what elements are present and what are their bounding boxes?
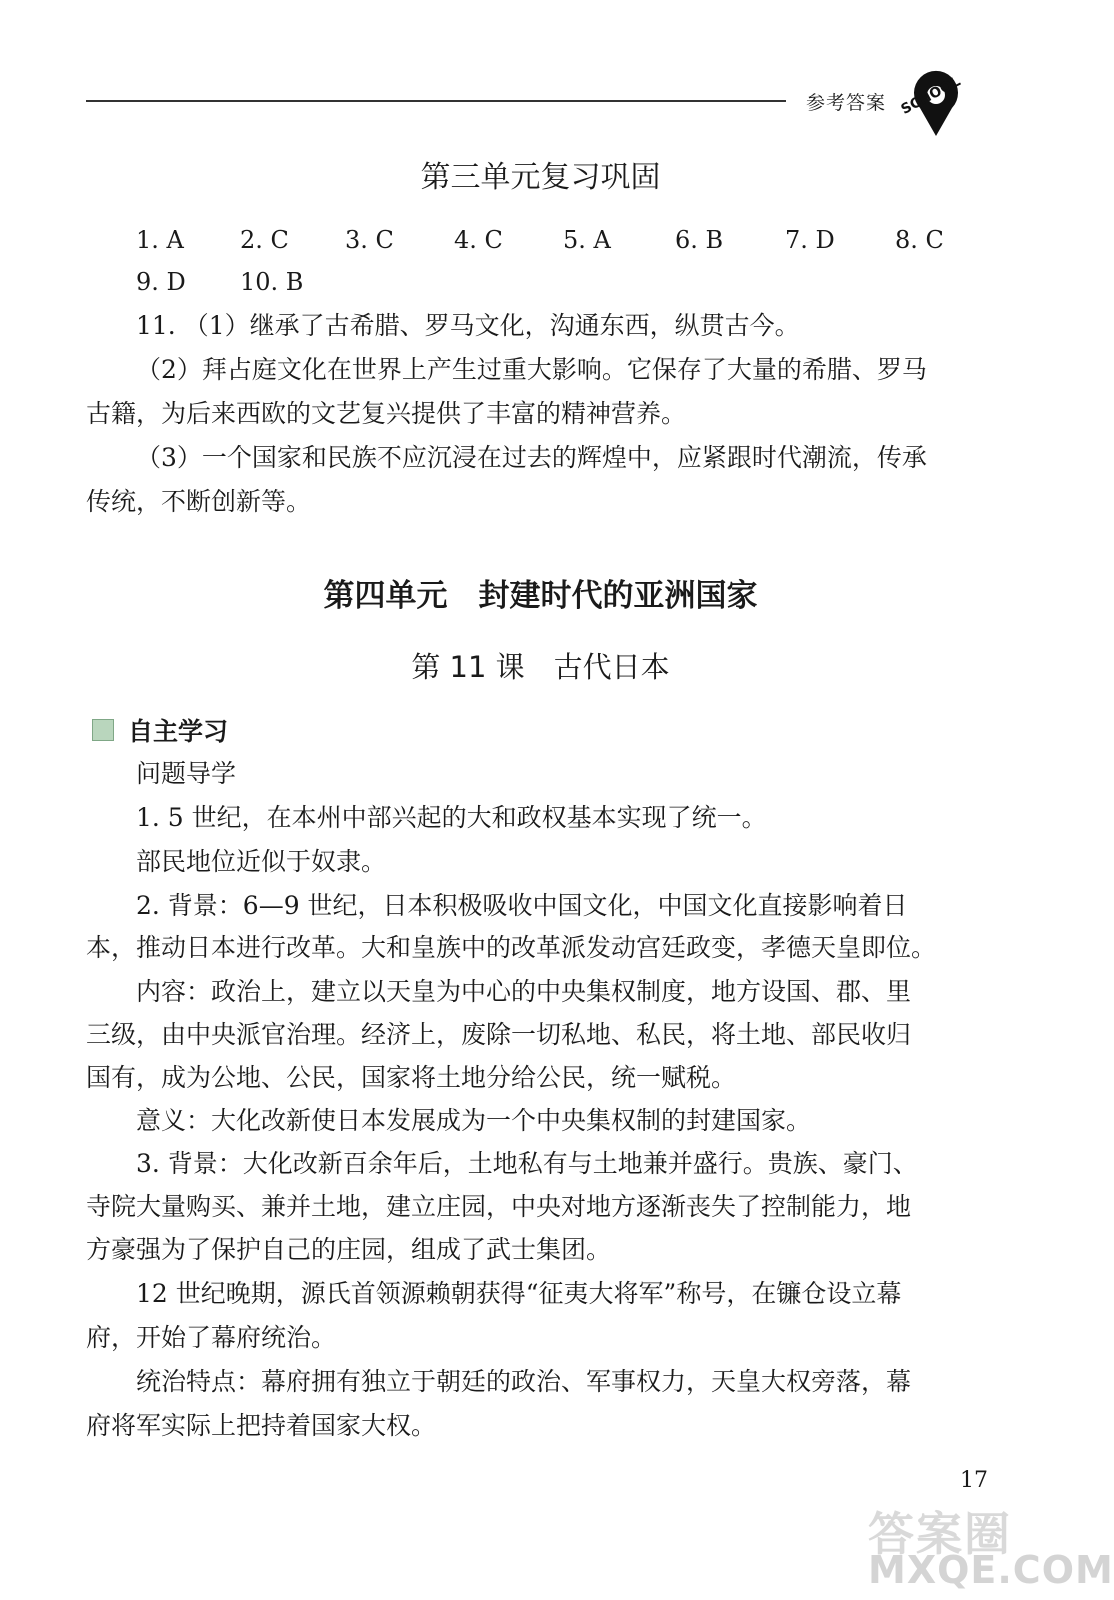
body-line: 内容：政治上，建立以天皇为中心的中央集权制度，地方设国、郡、里: [136, 977, 912, 1006]
answer-item: 7. D: [785, 226, 835, 254]
watermark-text-top: 答案圈: [868, 1507, 1012, 1561]
header-label: 参考答案: [806, 92, 887, 114]
q11-line: （3）一个国家和民族不应沉浸在过去的辉煌中，应紧跟时代潮流，传承: [136, 443, 927, 472]
answer-item: 5. A: [563, 226, 611, 254]
q11-line: 古籍，为后来西欧的文艺复兴提供了丰富的精神营养。: [86, 399, 687, 428]
body-line: 统治特点：幕府拥有独立于朝廷的政治、军事权力，天皇大权旁落，幕: [136, 1367, 912, 1396]
answer-item: 1. A: [136, 226, 184, 254]
lesson-title: 第 11 课 古代日本: [411, 650, 670, 684]
body-line: 方豪强为了保护自己的庄园，组成了武士集团。: [86, 1235, 612, 1264]
answer-item: 10. B: [240, 268, 304, 296]
unit4-title: 第四单元 封建时代的亚洲国家: [323, 578, 758, 614]
q11-line: 11. （1）继承了古希腊、罗马文化，沟通东西，纵贯古今。: [136, 311, 800, 340]
body-line: 12 世纪晚期，源氏首领源赖朝获得“征夷大将军”称号，在镰仓设立幕: [136, 1279, 902, 1308]
body-line: 部民地位近似于奴隶。: [136, 847, 387, 876]
body-line: 三级，由中央派官治理。经济上，废除一切私地、私民，将土地、部民收归: [86, 1020, 912, 1049]
body-line: 寺院大量购买、兼并土地，建立庄园，中央对地方逐渐丧失了控制能力，地: [86, 1192, 912, 1221]
page-number: 17: [960, 1468, 988, 1493]
body-line: 府将军实际上把持着国家大权。: [86, 1411, 437, 1440]
body-line: 3. 背景：大化改新百余年后，土地私有与土地兼并盛行。贵族、豪门、: [136, 1149, 918, 1178]
answer-item: 3. C: [345, 226, 394, 254]
answer-item: 4. C: [454, 226, 503, 254]
unit3-title: 第三单元复习巩固: [420, 160, 661, 195]
body-line: 1. 5 世纪，在本州中部兴起的大和政权基本实现了统一。: [136, 803, 767, 832]
body-line: 2. 背景：6—9 世纪，日本积极吸收中国文化，中国文化直接影响着日: [136, 891, 908, 920]
header-rule: [86, 100, 786, 102]
section-label: 自主学习: [128, 717, 229, 746]
section-self-study: [92, 712, 228, 748]
body-line: 本，推动日本进行改革。大和皇族中的改革派发动宫廷政变，孝德天皇即位。: [86, 933, 937, 962]
body-line: 国有，成为公地、公民，国家将土地分给公民，统一赋税。: [86, 1063, 737, 1092]
school-logo-text: SCHOOL: [898, 73, 964, 118]
body-line: 问题导学: [136, 759, 237, 788]
school-pin-logo-icon: [896, 62, 976, 142]
answer-item: 2. C: [240, 226, 289, 254]
q11-line: 传统，不断创新等。: [86, 487, 312, 516]
answer-item: 9. D: [136, 268, 186, 296]
body-line: 意义：大化改新使日本发展成为一个中央集权制的封建国家。: [136, 1106, 812, 1135]
answer-item: 6. B: [675, 226, 724, 254]
body-line: 府，开始了幕府统治。: [86, 1323, 337, 1352]
answer-item: 8. C: [895, 226, 944, 254]
q11-line: （2）拜占庭文化在世界上产生过重大影响。它保存了大量的希腊、罗马: [136, 355, 927, 384]
section-square-icon: [92, 719, 114, 741]
watermark-text-bottom: MXQE.COM: [868, 1548, 1114, 1592]
watermark: [858, 1498, 1114, 1594]
